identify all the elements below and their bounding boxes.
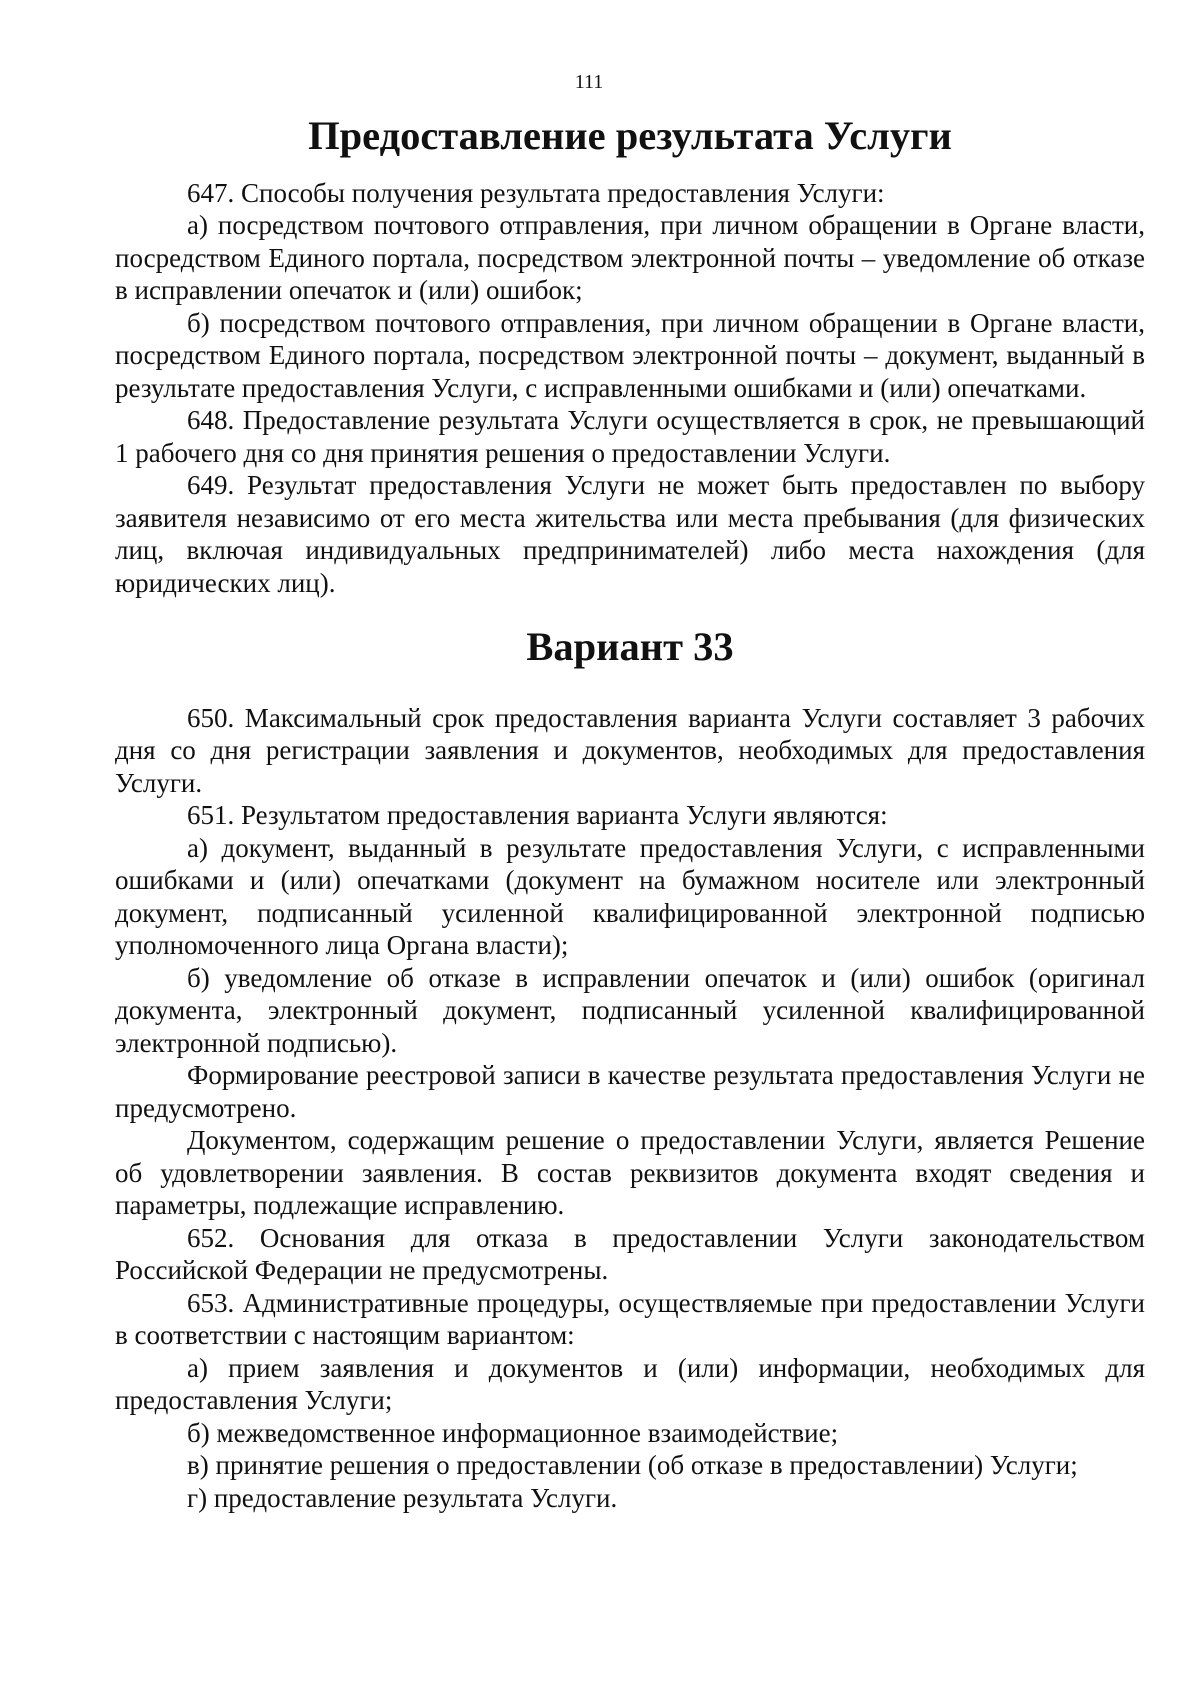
paragraph-650: 650. Максимальный срок предоставления варианта Услуги составляет 3 рабочих дня со дня регистрации заявления и документов, необходимых для предоставления Услуги.	[115, 702, 1145, 798]
paragraph-647-a: а) посредством почтового отправления, при личном обращении в Органе власти, посредством Единого портала, посредством электронной почты – уведомление об отказе в исправлении опечаток и (или) ошибок;	[115, 210, 1145, 305]
paragraph-653-b: б) межведомственное информационное взаимодействие;	[187, 1417, 839, 1448]
page-number: 111	[574, 71, 604, 93]
paragraph-651-a: а) документ, выданный в результате предоставления Услуги, с исправленными ошибками и (или) опечатками (документ на бумажном носителе или электронный документ, подписанный усиленной квалифицированной электронной подписью уполномоченного лица Органа власти);	[115, 832, 1145, 960]
paragraph-decision-document: Документом, содержащим решение о предоставлении Услуги, является Решение об удовлетворении заявления. В состав реквизитов документа входят сведения и параметры, подлежащие исправлению.	[115, 1125, 1145, 1220]
paragraph-653-v: в) принятие решения о предоставлении (об отказе в предоставлении) Услуги;	[187, 1450, 1078, 1480]
paragraph-647-b: б) посредством почтового отправления, при личном обращении в Органе власти, посредством Единого портала, посредством электронной почты – документ, выданный в результате предоставления Услуги, с исправленными ошибками и (или) опечатками.	[115, 307, 1145, 403]
paragraph-653-g: г) предоставление результата Услуги.	[187, 1482, 618, 1513]
paragraph-647: 647. Способы получения результата предоставления Услуги:	[187, 177, 885, 208]
paragraph-registry-record: Формирование реестровой записи в качестве результата предоставления Услуги не предусмотрено.	[115, 1060, 1145, 1123]
paragraph-653: 653. Административные процедуры, осуществляемые при предоставлении Услуги в соответствии с настоящим вариантом:	[115, 1287, 1145, 1350]
section-heading-result: Предоставление результата Услуги	[308, 113, 952, 158]
paragraph-652: 652. Основания для отказа в предоставлении Услуги законодательством Российской Федерации не предусмотрены.	[115, 1222, 1145, 1285]
paragraph-653-a: а) прием заявления и документов и (или) информации, необходимых для предоставления Услуги;	[115, 1352, 1145, 1415]
paragraph-651-b: б) уведомление об отказе в исправлении опечаток и (или) ошибок (оригинал документа, электронный документ, подписанный усиленной квалифицированной электронной подписью).	[115, 962, 1145, 1058]
paragraph-648: 648. Предоставление результата Услуги осуществляется в срок, не превышающий 1 рабочего дня со дня принятия решения о предоставлении Услуги.	[115, 405, 1145, 468]
paragraph-649: 649. Результат предоставления Услуги не может быть предоставлен по выбору заявителя независимо от его места жительства или места пребывания (для физических лиц, включая индивидуальных предпринимателей) либо места нахождения (для юридических лиц).	[115, 470, 1145, 598]
paragraph-651: 651. Результатом предоставления варианта Услуги являются:	[187, 800, 888, 830]
section-heading-variant-33: Вариант 33	[526, 624, 734, 669]
document-body	[115, 113, 1145, 1514]
